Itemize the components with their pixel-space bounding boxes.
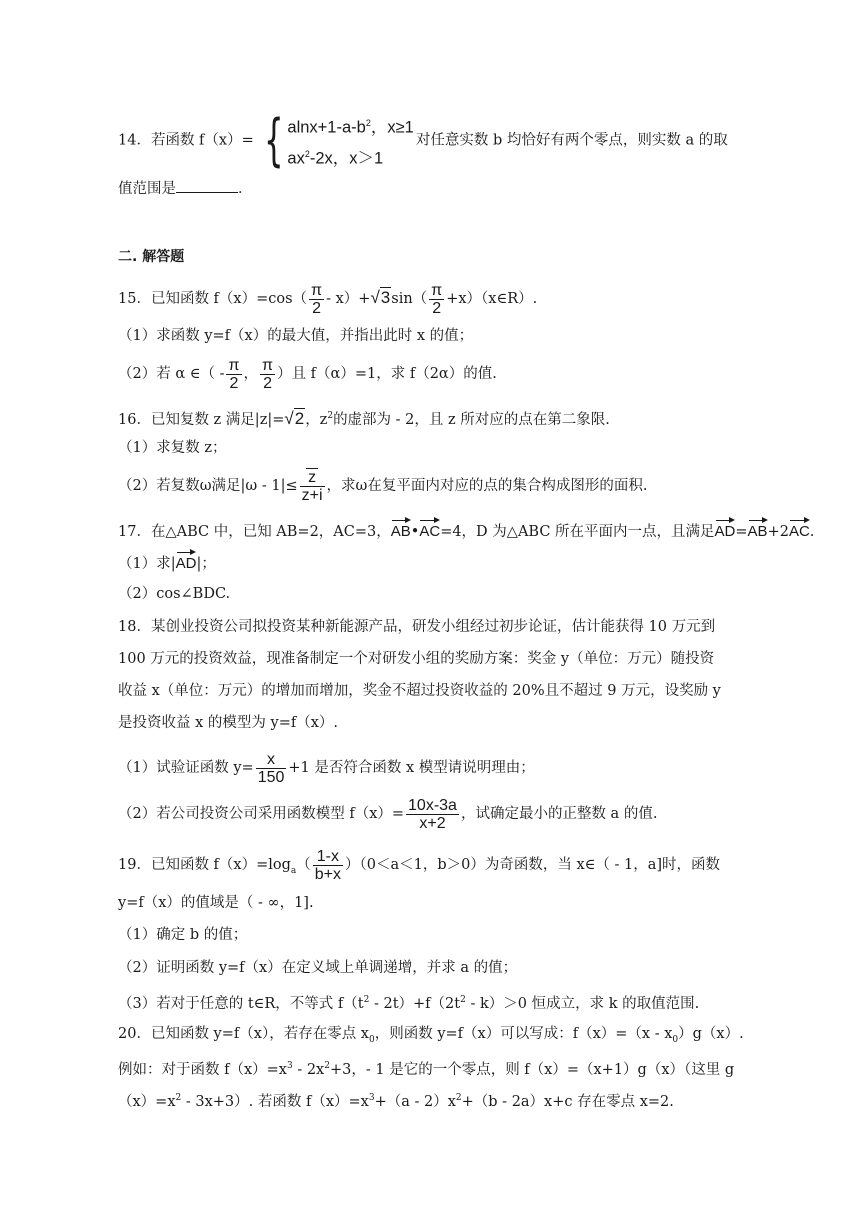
q16-stem: 16．已知复数 z 满足|z|=√2，$z^2$的虚部为 - 2，且 z 所对应的点在第二象限. xyxy=(118,408,610,428)
q17-part1: （1）求|AD|； xyxy=(118,550,216,574)
q15-stem: 15．已知函数 f（x）=cos（ $\frac{\pi}{2}$ - x）+√3sin（ $\frac{\pi}{2}$ +x）（x∈R）. xyxy=(118,281,538,317)
fraction-pi-over-2: $\frac{\pi}{2}$ xyxy=(311,281,323,317)
q14-prefix: 14．若函数 f（x）= xyxy=(118,132,254,149)
q18-part2: （2）若公司投资公司采用函数模型 f（x）= $\frac{10x-3a}{x+2}$ ，试确定最小的正整数 a 的值. xyxy=(118,796,658,832)
fraction-pi-over-2: $\frac{\pi}{2}$ xyxy=(431,281,443,317)
q18-part1: （1）试验证函数 y= $\frac{x}{150}$ +1 是否符合函数 x 模型请说明理由； xyxy=(118,750,535,786)
fraction-pi-over-2: $\frac{\pi}{2}$ xyxy=(228,356,240,392)
q20-line1: 20．已知函数 y=f（x），若存在零点 $x_0$，则函数 y=f（x）可以写成：$f(x)=(x - x_0)g(x)$. xyxy=(118,1026,744,1045)
q19-part1: （1）确定 b 的值； xyxy=(118,927,248,943)
left-brace-icon: { xyxy=(263,107,284,173)
q18-line4: 是投资收益 x 的模型为 y=f（x）. xyxy=(118,715,338,731)
q19-line2: y=f（x）的值域是（ - ∞，1]. xyxy=(118,895,314,911)
q14-suffix: 对任意实数 b 均恰好有两个零点，则实数 a 的取 xyxy=(415,132,728,149)
vector-ac: AC xyxy=(789,518,810,542)
q18-line3: 收益 x（单位：万元）的增加而增加，奖金不超过投资收益的 20%且不超过 9 万元，设奖励 y xyxy=(118,683,721,699)
fraction-10x-3a-over-x-plus-2: $\frac{10x-3a}{x+2}$ xyxy=(408,796,457,832)
q15-part2: （2）若 α ∈（ - $\frac{\pi}{2}$ ， $\frac{\pi}{2}$ ）且 f（α）=1，求 f（2α）的值. xyxy=(118,356,497,392)
section-heading: 二. 解答题 xyxy=(118,249,185,265)
q19-stem: 19．已知函数 $f(x)=\log_a$（ $\frac{1-x}{b+x}$ ）（0＜a＜1，b＞0）为奇函数，当 x∈（ - 1，a]时，函数 xyxy=(118,847,721,883)
fraction-1-x-over-b-plus-x: $\frac{1-x}{b+x}$ xyxy=(314,847,342,883)
q19-part3: （3）若对于任意的 t∈R，不等式 $f(t^2 - 2t)+f(2t^2 - k)>0$ 恒成立，求 k 的取值范围. xyxy=(118,995,700,1012)
q20-line2: 例如：对于函数 $f(x)=x^3 - 2x^2+3$，- 1 是它的一个零点，则 f（x）=（x+1）g（x）（这里 g xyxy=(118,1061,735,1078)
vector-ad: AD xyxy=(715,518,736,542)
fraction-x-over-150: $\frac{x}{150}$ xyxy=(257,750,285,786)
q19-part2: （2）证明函数 y=f（x）在定义域上单调递增，并求 a 的值； xyxy=(118,960,518,976)
q14-line2: 值范围是 ． xyxy=(118,178,253,199)
sqrt-2: √2 xyxy=(284,408,305,428)
sqrt-3: √3 xyxy=(370,288,391,307)
q16-part1: （1）求复数 z； xyxy=(118,440,227,456)
q16-part2: （2）若复数ω满足|ω - 1|≤ $\frac{z}{z+i}$ ，求ω在复平面内对应的点的集合构成图形的面积. xyxy=(118,469,648,504)
q14-case2: $ax^2-2x$，x＞1 xyxy=(287,148,384,167)
vector-ab: AB xyxy=(748,518,768,542)
q14-case1: $alnx+1-a-b^2$，x≥1 xyxy=(287,118,414,137)
q20-line3: $(x)=x^2 - 3x+3$）. 若函数 $f(x)=x^3+(a - 2)x^2+(b - 2a)x+c$ 存在零点 x=2. xyxy=(118,1093,674,1110)
vector-ad: AD xyxy=(176,550,197,574)
q14-piecewise xyxy=(256,107,414,173)
q18-line2: 100 万元的投资效益，现准备制定一个对研发小组的奖励方案：奖金 y（单位：万元）随投资 xyxy=(118,651,715,667)
q14-line1 xyxy=(118,107,728,173)
vector-ac: AC xyxy=(419,518,440,542)
vector-ab: AB xyxy=(391,518,411,542)
fraction-pi-over-2: $\frac{\pi}{2}$ xyxy=(262,356,274,392)
q17-stem: 17．在△ABC 中，已知 AB=2，AC=3，AB•AC=4，D 为△ABC 所在平面内一点，且满足AD=AB+2AC. xyxy=(118,518,814,542)
answer-blank xyxy=(176,178,238,193)
q15-part1: （1）求函数 y=f（x）的最大值，并指出此时 x 的值； xyxy=(118,328,474,344)
fraction-zbar-over-z-plus-i: $\frac{z}{z+i}$ xyxy=(301,469,323,504)
q17-part2: （2）cos∠BDC. xyxy=(118,586,231,602)
q18-line1: 18．某创业投资公司拟投资某种新能源产品，研发小组经过初步论证，估计能获得 10 万元到 xyxy=(118,619,716,635)
